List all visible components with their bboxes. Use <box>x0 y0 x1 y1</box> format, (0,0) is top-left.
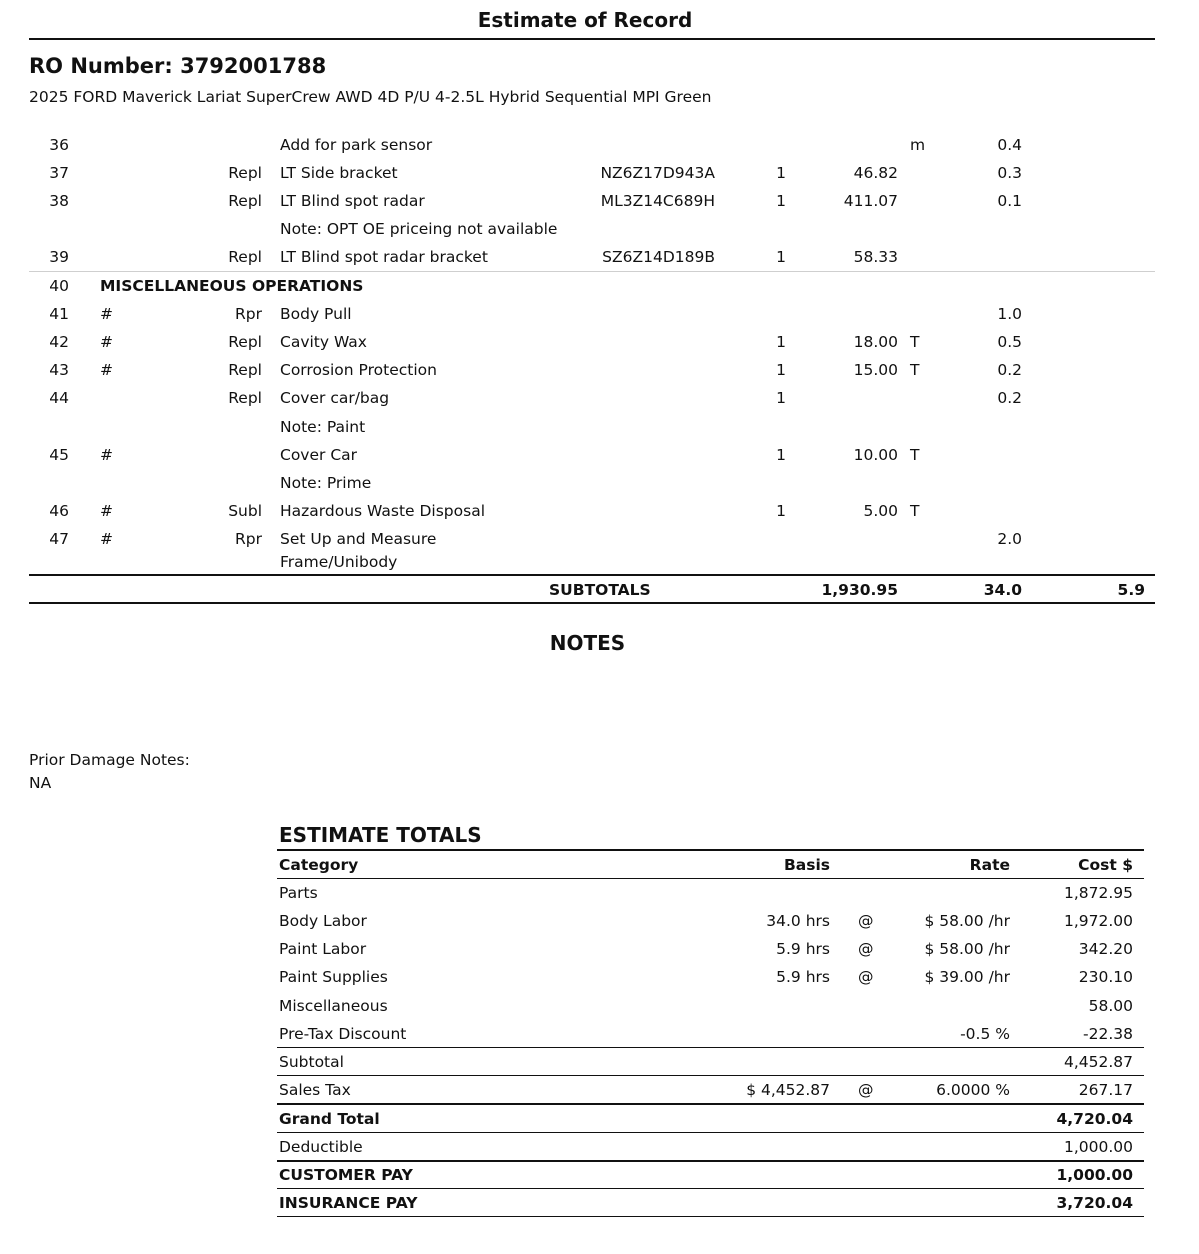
line-quantity: 1 <box>776 164 786 182</box>
line-labor: 0.1 <box>997 192 1022 210</box>
totals-rate: 6.0000 % <box>936 1081 1010 1099</box>
line-description: Body Pull <box>280 305 352 323</box>
ro-number: RO Number: 3792001788 <box>29 54 327 78</box>
totals-category: Subtotal <box>279 1053 344 1071</box>
totals-rate: $ 58.00 /hr <box>924 940 1010 958</box>
totals-at: @ <box>858 940 874 958</box>
totals-category: Pre-Tax Discount <box>279 1025 407 1043</box>
line-labor: 0.3 <box>997 164 1022 182</box>
subtotals-label: SUBTOTALS <box>549 581 651 599</box>
vehicle-description: 2025 FORD Maverick Lariat SuperCrew AWD 4D P/U 4-2.5L Hybrid Sequential MPI Green <box>29 88 712 106</box>
totals-rule <box>277 1103 1144 1105</box>
line-operation: Subl <box>228 502 262 520</box>
section-heading: MISCELLANEOUS OPERATIONS <box>100 277 364 295</box>
page-title: Estimate of Record <box>477 8 693 32</box>
line-operation: Repl <box>228 248 262 266</box>
line-item <box>0 305 1199 329</box>
header-rate: Rate <box>969 856 1010 874</box>
estimate-totals-title: ESTIMATE TOTALS <box>279 823 482 847</box>
header-category: Category <box>279 856 359 874</box>
line-quantity: 1 <box>776 333 786 351</box>
totals-cost: 1,000.00 <box>1056 1166 1133 1184</box>
totals-rule <box>277 1132 1144 1133</box>
section-heading-row <box>0 277 1199 301</box>
header-basis: Basis <box>783 856 830 874</box>
line-hash: # <box>100 502 113 520</box>
totals-basis: 5.9 hrs <box>776 968 830 986</box>
totals-category: Deductible <box>279 1138 363 1156</box>
totals-basis: 34.0 hrs <box>766 912 830 930</box>
totals-rule <box>277 878 1144 879</box>
line-description: Cover Car <box>280 446 358 464</box>
line-note <box>0 418 1199 442</box>
line-item <box>0 502 1199 526</box>
line-price: 58.33 <box>853 248 898 266</box>
line-description: Set Up and Measure <box>280 530 437 548</box>
line-part-number: ML3Z14C689H <box>600 192 715 210</box>
line-description: Corrosion Protection <box>280 361 437 379</box>
totals-row <box>0 1138 1199 1162</box>
line-part-number: NZ6Z17D943A <box>600 164 715 182</box>
line-number: 47 <box>49 530 69 548</box>
totals-cost: -22.38 <box>1083 1025 1133 1043</box>
subtotals-paint: 5.9 <box>1117 581 1145 599</box>
line-item <box>0 389 1199 413</box>
line-hash: # <box>100 333 113 351</box>
prior-damage-value: NA <box>29 774 52 792</box>
line-number: 44 <box>49 389 69 407</box>
line-number: 43 <box>49 361 69 379</box>
line-note <box>0 220 1199 244</box>
totals-row <box>0 884 1199 908</box>
line-hash: # <box>100 530 113 548</box>
line-flag: T <box>910 333 920 351</box>
totals-row <box>0 912 1199 936</box>
totals-category: INSURANCE PAY <box>279 1194 418 1212</box>
line-labor: 2.0 <box>997 530 1022 548</box>
section-divider <box>29 271 1155 272</box>
line-quantity: 1 <box>776 248 786 266</box>
line-number: 42 <box>49 333 69 351</box>
line-flag: m <box>910 136 926 154</box>
line-operation: Repl <box>228 389 262 407</box>
totals-cost: 58.00 <box>1088 997 1133 1015</box>
totals-category: Grand Total <box>279 1110 380 1128</box>
line-quantity: 1 <box>776 446 786 464</box>
line-note <box>0 474 1199 498</box>
line-item <box>0 530 1199 554</box>
customer-pay-row <box>0 1166 1199 1190</box>
line-labor: 0.2 <box>997 389 1022 407</box>
totals-category: Body Labor <box>279 912 367 930</box>
totals-rate: $ 39.00 /hr <box>924 968 1010 986</box>
line-description: Cavity Wax <box>280 333 367 351</box>
line-quantity: 1 <box>776 502 786 520</box>
line-operation: Repl <box>228 192 262 210</box>
line-operation: Repl <box>228 333 262 351</box>
subtotals-price: 1,930.95 <box>821 581 898 599</box>
line-number: 38 <box>49 192 69 210</box>
totals-rule <box>277 1075 1144 1076</box>
totals-at: @ <box>858 968 874 986</box>
totals-header-row <box>0 856 1199 880</box>
line-description: Frame/Unibody <box>280 553 398 571</box>
line-operation: Repl <box>228 164 262 182</box>
totals-rule <box>277 1160 1144 1162</box>
totals-rate: $ 58.00 /hr <box>924 912 1010 930</box>
line-hash: # <box>100 361 113 379</box>
subtotals-rule-bottom <box>29 602 1155 604</box>
totals-rule <box>277 1216 1144 1217</box>
line-number: 40 <box>49 277 69 295</box>
totals-row <box>0 1025 1199 1049</box>
totals-row <box>0 968 1199 992</box>
line-description: Cover car/bag <box>280 389 390 407</box>
totals-cost: 4,720.04 <box>1056 1110 1133 1128</box>
line-description: Note: Paint <box>280 418 366 436</box>
line-labor: 0.5 <box>997 333 1022 351</box>
totals-row <box>0 940 1199 964</box>
line-item <box>0 333 1199 357</box>
line-item <box>0 136 1199 160</box>
totals-row <box>0 1053 1199 1077</box>
line-item <box>0 361 1199 385</box>
line-price: 5.00 <box>863 502 898 520</box>
totals-category: CUSTOMER PAY <box>279 1166 413 1184</box>
totals-at: @ <box>858 1081 874 1099</box>
line-item <box>0 192 1199 216</box>
totals-basis: 5.9 hrs <box>776 940 830 958</box>
line-description: LT Blind spot radar <box>280 192 425 210</box>
line-number: 45 <box>49 446 69 464</box>
line-hash: # <box>100 446 113 464</box>
totals-category: Parts <box>279 884 318 902</box>
totals-category: Miscellaneous <box>279 997 388 1015</box>
totals-rule <box>277 849 1144 851</box>
line-flag: T <box>910 446 920 464</box>
line-operation: Rpr <box>235 305 262 323</box>
totals-cost: 1,872.95 <box>1063 884 1133 902</box>
line-labor: 1.0 <box>997 305 1022 323</box>
line-price: 15.00 <box>853 361 898 379</box>
line-labor: 0.2 <box>997 361 1022 379</box>
line-flag: T <box>910 502 920 520</box>
line-price: 10.00 <box>853 446 898 464</box>
line-part-number: SZ6Z14D189B <box>602 248 715 266</box>
line-quantity: 1 <box>776 361 786 379</box>
totals-cost: 3,720.04 <box>1056 1194 1133 1212</box>
totals-category: Paint Labor <box>279 940 367 958</box>
totals-cost: 267.17 <box>1078 1081 1133 1099</box>
totals-rate: -0.5 % <box>960 1025 1010 1043</box>
header-rule <box>29 38 1155 40</box>
line-item <box>0 446 1199 470</box>
line-number: 41 <box>49 305 69 323</box>
header-cost: Cost $ <box>1078 856 1133 874</box>
line-operation: Rpr <box>235 530 262 548</box>
totals-cost: 1,972.00 <box>1063 912 1133 930</box>
line-number: 46 <box>49 502 69 520</box>
notes-title: NOTES <box>549 631 626 655</box>
line-hash: # <box>100 305 113 323</box>
line-description: Note: OPT OE priceing not available <box>280 220 558 238</box>
insurance-pay-row <box>0 1194 1199 1218</box>
line-operation: Repl <box>228 361 262 379</box>
line-price: 18.00 <box>853 333 898 351</box>
totals-category: Paint Supplies <box>279 968 388 986</box>
totals-category: Sales Tax <box>279 1081 351 1099</box>
line-number: 36 <box>49 136 69 154</box>
totals-row <box>0 997 1199 1021</box>
line-item <box>0 164 1199 188</box>
line-labor: 0.4 <box>997 136 1022 154</box>
line-description: Hazardous Waste Disposal <box>280 502 486 520</box>
prior-damage-label: Prior Damage Notes: <box>29 751 190 769</box>
totals-rule <box>277 1188 1144 1189</box>
line-description: Add for park sensor <box>280 136 433 154</box>
totals-row <box>0 1081 1199 1105</box>
line-description: LT Side bracket <box>280 164 398 182</box>
grand-total-row <box>0 1110 1199 1134</box>
line-quantity: 1 <box>776 389 786 407</box>
line-description: Note: Prime <box>280 474 372 492</box>
subtotals-rule-top <box>29 574 1155 576</box>
subtotals-labor: 34.0 <box>983 581 1022 599</box>
totals-cost: 4,452.87 <box>1063 1053 1133 1071</box>
line-price: 411.07 <box>843 192 898 210</box>
totals-cost: 1,000.00 <box>1063 1138 1133 1156</box>
line-price: 46.82 <box>853 164 898 182</box>
totals-basis: $ 4,452.87 <box>746 1081 830 1099</box>
totals-cost: 342.20 <box>1078 940 1133 958</box>
totals-at: @ <box>858 912 874 930</box>
totals-rule <box>277 1047 1144 1048</box>
line-item <box>0 248 1199 272</box>
line-number: 39 <box>49 248 69 266</box>
line-number: 37 <box>49 164 69 182</box>
line-quantity: 1 <box>776 192 786 210</box>
totals-cost: 230.10 <box>1078 968 1133 986</box>
line-flag: T <box>910 361 920 379</box>
line-description: LT Blind spot radar bracket <box>280 248 488 266</box>
